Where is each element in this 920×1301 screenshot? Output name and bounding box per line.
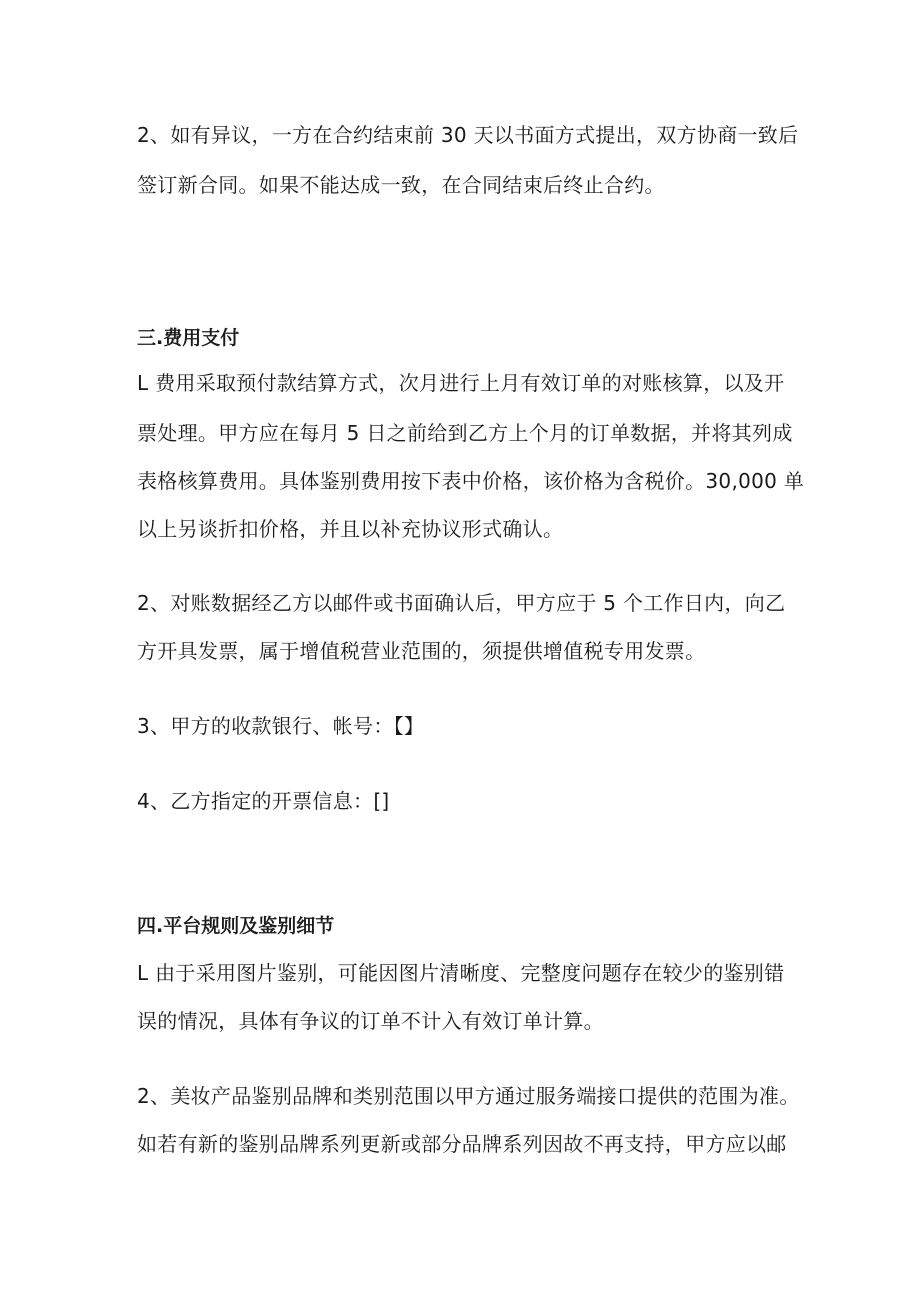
section-heading: 四.平台规则及鉴别细节 (137, 915, 335, 937)
paragraph-line: 3、甲方的收款银行、帐号：【】 (137, 714, 425, 738)
paragraph-line: 票处理。甲方应在每月 5 日之前给到乙方上个月的订单数据，并将其列成 (137, 421, 793, 445)
section-heading: 三.费用支付 (137, 327, 240, 349)
paragraph-line: L 费用采取预付款结算方式，次月进行上月有效订单的对账核算，以及开 (137, 371, 785, 395)
paragraph-line: 签订新合同。如果不能达成一致，在合同结束后终止合约。 (137, 173, 665, 197)
paragraph-line: 误的情况，具体有争议的订单不计入有效订单计算。 (137, 1009, 604, 1033)
paragraph-line: 如若有新的鉴别品牌系列更新或部分品牌系列因故不再支持，甲方应以邮 (137, 1132, 787, 1156)
paragraph-line: 2、对账数据经乙方以邮件或书面确认后，甲方应于 5 个工作日内，向乙 (137, 591, 786, 615)
paragraph-line: L 由于采用图片鉴别，可能因图片清晰度、完整度问题存在较少的鉴别错 (137, 961, 785, 985)
paragraph-line: 以上另谈折扣价格，并且以补充协议形式确认。 (137, 517, 564, 541)
paragraph-line: 表格核算费用。具体鉴别费用按下表中价格，该价格为含税价。30,000 单 (137, 469, 805, 493)
paragraph-line: 4、乙方指定的开票信息：[] (137, 789, 390, 813)
paragraph-line: 2、美妆产品鉴别品牌和类别范围以甲方通过服务端接口提供的范围为准。 (137, 1084, 800, 1108)
paragraph-line: 2、如有异议，一方在合约结束前 30 天以书面方式提出，双方协商一致后 (137, 123, 799, 147)
paragraph-line: 方开具发票，属于增值税营业范围的，须提供增值税专用发票。 (137, 639, 706, 663)
